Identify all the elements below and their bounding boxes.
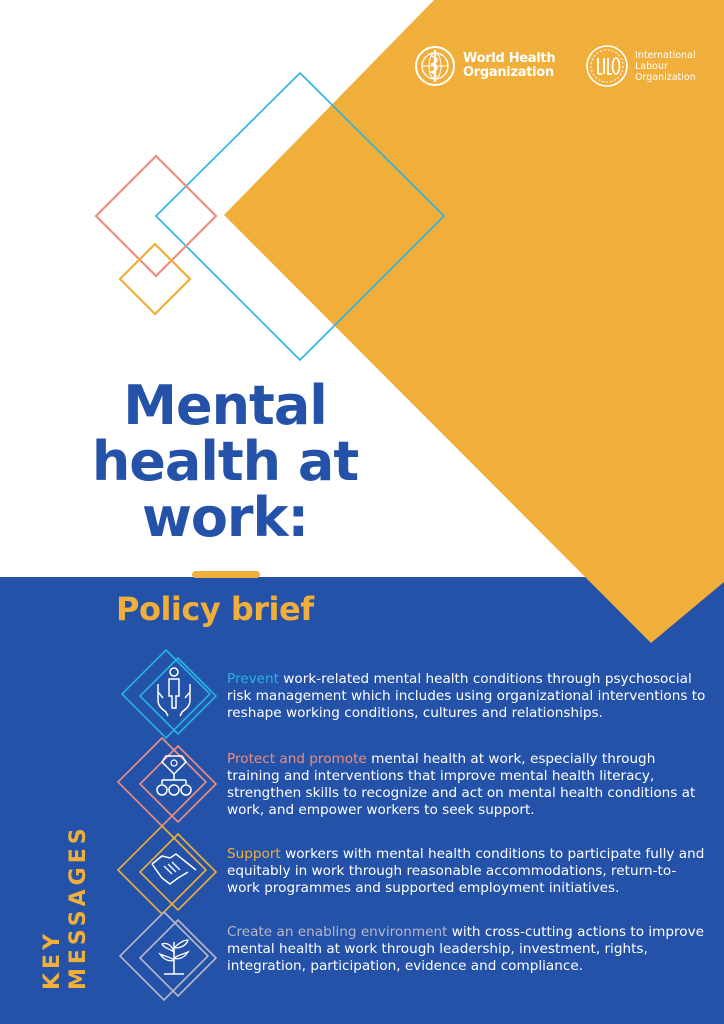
handshake-icon bbox=[112, 822, 224, 918]
subtitle: Policy brief bbox=[116, 590, 314, 628]
ilo-name-line2: Labour bbox=[635, 60, 668, 72]
sprout-icon bbox=[112, 908, 224, 1004]
message-prevent-highlight: Prevent bbox=[227, 671, 279, 687]
page-title bbox=[60, 374, 390, 549]
key-messages-line-2: MESSAGES bbox=[66, 824, 91, 990]
key-messages-line-1: KEY bbox=[40, 929, 65, 990]
message-protect-text: mental health at work, especially through training and interventions that improve mental health literacy, strengthen skills to recognize and act on mental health conditions at work, and empower workers to seek support. bbox=[227, 751, 696, 818]
title-line-1: Mental bbox=[123, 374, 327, 437]
message-support-text: workers with mental health conditions to participate fully and equitably in work through reasonable accommodations, return-to-work programmes and supported employment initiatives. bbox=[227, 846, 705, 896]
who-logo bbox=[413, 44, 555, 88]
title-line-3: work: bbox=[141, 486, 309, 549]
who-name-line2: Organization bbox=[463, 65, 554, 80]
ilo-name-line3: Organization bbox=[635, 71, 696, 83]
hands-person-icon bbox=[112, 646, 224, 742]
ilo-emblem-icon bbox=[585, 44, 629, 88]
message-support bbox=[227, 846, 709, 897]
message-prevent-text: work-related mental health conditions through psychosocial risk management which includes using organizational interventions to reshape working conditions, cultures and relationships. bbox=[227, 671, 706, 721]
title-divider bbox=[192, 571, 260, 578]
who-name-line1: World Health bbox=[463, 51, 556, 66]
message-enable-text: with cross-cutting actions to improve mental health at work through leadership, investment, rights, integration, participation, evidence and compliance. bbox=[227, 924, 704, 974]
orange-outline-diamond bbox=[120, 244, 190, 314]
shield-people-icon bbox=[112, 734, 224, 830]
logos-header bbox=[413, 44, 713, 94]
message-enable bbox=[227, 924, 709, 975]
key-messages-label bbox=[40, 824, 92, 990]
ilo-name-line1: International bbox=[635, 49, 696, 61]
ilo-logo bbox=[585, 44, 696, 88]
message-enable-highlight: Create an enabling environment bbox=[227, 924, 448, 940]
message-protect bbox=[227, 751, 709, 819]
message-prevent bbox=[227, 671, 709, 722]
title-line-2: health at bbox=[91, 430, 359, 493]
message-support-highlight: Support bbox=[227, 846, 281, 862]
message-protect-highlight: Protect and promote bbox=[227, 751, 367, 767]
who-emblem-icon bbox=[413, 44, 457, 88]
